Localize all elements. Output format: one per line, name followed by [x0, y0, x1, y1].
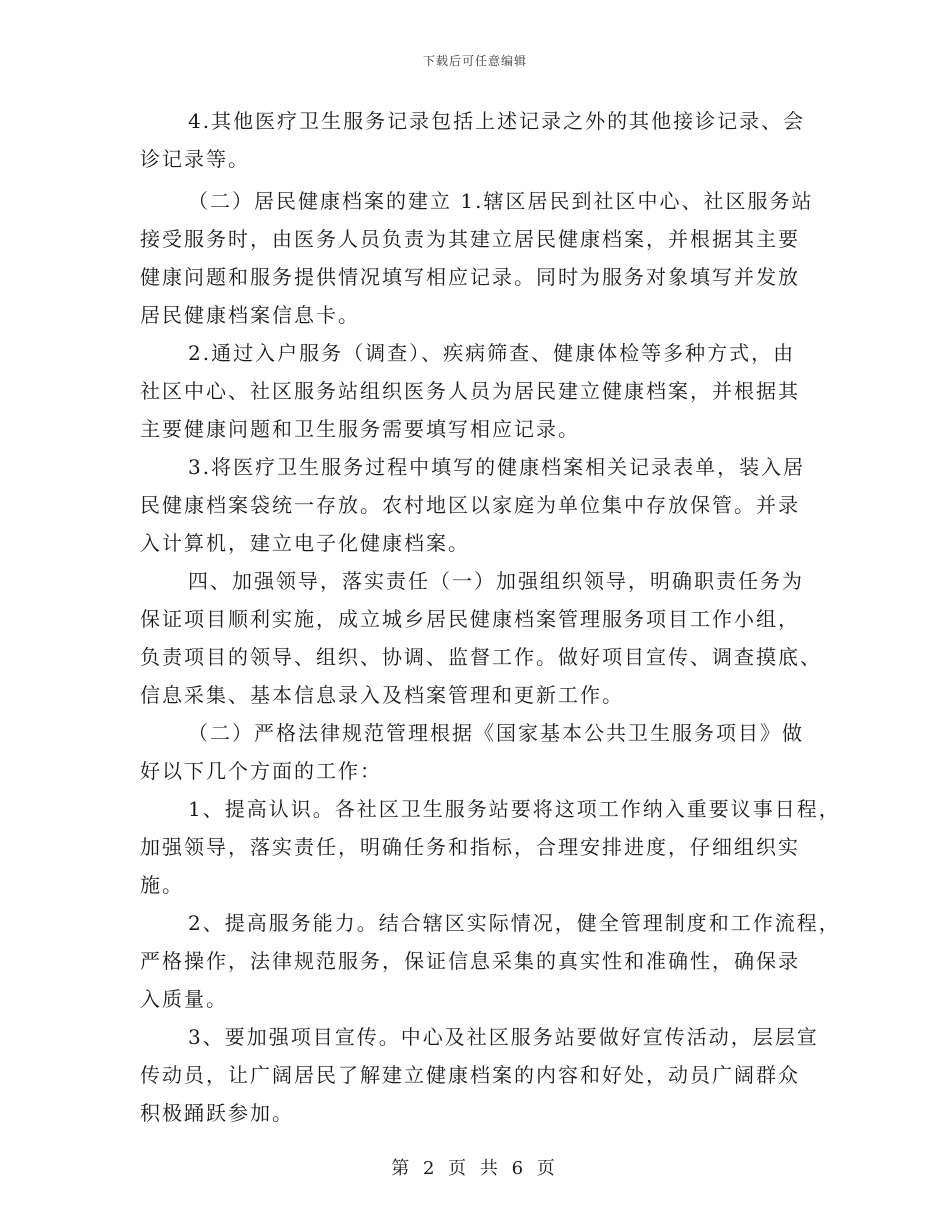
body-line: 2.通过入户服务（调查）、疾病筛查、健康体检等多种方式，由	[188, 341, 796, 365]
header-note: 下载后可任意编辑	[422, 54, 527, 68]
body-line: （二）居民健康档案的建立 1.辖区居民到社区中心、社区服务站	[188, 189, 814, 213]
body-line: 3、要加强项目宣传。中心及社区服务站要做好宣传活动，层层宣	[188, 1025, 819, 1049]
body-line: 入质量。	[140, 987, 228, 1011]
body-line: 信息采集、基本信息录入及档案管理和更新工作。	[140, 683, 624, 707]
body-line: 主要健康问题和卫生服务需要填写相应记录。	[140, 417, 580, 441]
body-line: 健康问题和服务提供情况填写相应记录。同时为服务对象填写并发放	[140, 265, 800, 289]
body-line: 居民健康档案信息卡。	[140, 303, 360, 327]
body-line: 3.将医疗卫生服务过程中填写的健康档案相关记录表单，装入居	[188, 455, 806, 479]
body-line: 2、提高服务能力。结合辖区实际情况，健全管理制度和工作流程，	[188, 911, 841, 935]
body-line: 社区中心、社区服务站组织医务人员为居民建立健康档案，并根据其	[140, 379, 800, 403]
body-line: 四、加强领导，落实责任（一）加强组织领导，明确职责任务为	[188, 569, 804, 593]
body-line: 4.其他医疗卫生服务记录包括上述记录之外的其他接诊记录、会	[188, 109, 806, 133]
body-line: 严格操作，法律规范服务，保证信息采集的真实性和准确性，确保录	[140, 949, 800, 973]
body-line: 1、提高认识。各社区卫生服务站要将这项工作纳入重要议事日程，	[188, 797, 841, 821]
body-line: （二）严格法律规范管理根据《国家基本公共卫生服务项目》做	[188, 721, 804, 745]
body-line: 负责项目的领导、组织、协调、监督工作。做好项目宣传、调查摸底、	[140, 645, 822, 669]
body-line: 加强领导，落实责任，明确任务和指标，合理安排进度，仔细组织实	[140, 835, 800, 859]
body-line: 传动员，让广阔居民了解建立健康档案的内容和好处，动员广阔群众	[140, 1063, 800, 1087]
body-line: 民健康档案袋统一存放。农村地区以家庭为单位集中存放保管。并录	[140, 493, 800, 517]
body-line: 积极踊跃参加。	[140, 1101, 294, 1125]
body-line: 入计算机，建立电子化健康档案。	[140, 531, 470, 555]
body-line: 好以下几个方面的工作：	[140, 759, 382, 783]
body-line: 诊记录等。	[140, 147, 250, 171]
body-line: 施。	[140, 873, 184, 897]
body-line: 接受服务时，由医务人员负责为其建立居民健康档案，并根据其主要	[140, 227, 800, 251]
page-number: 第 2 页 共 6 页	[391, 1158, 559, 1179]
body-line: 保证项目顺利实施，成立城乡居民健康档案管理服务项目工作小组，	[140, 607, 800, 631]
